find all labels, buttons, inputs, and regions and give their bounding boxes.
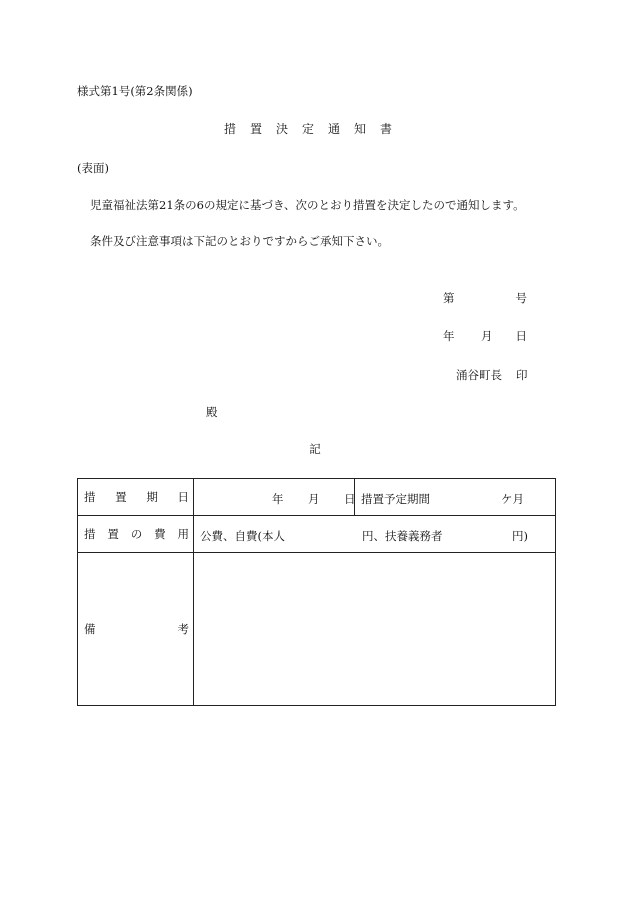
period-label-char: 日 <box>177 490 189 504</box>
details-table <box>77 478 556 706</box>
cost-text-guardian: 円、扶養義務者 <box>362 529 443 543</box>
seal-mark: 印 <box>516 368 528 382</box>
remarks-label <box>78 553 194 706</box>
period-label-char: 措 <box>84 490 96 504</box>
period-date-year: 年 <box>272 492 284 506</box>
planned-period-cell <box>355 479 556 516</box>
period-date-day: 日 <box>344 492 356 506</box>
body-paragraph-1: 児童福祉法第21条の6の規定に基づき、次のとおり措置を決定したので通知します。 <box>90 198 525 212</box>
side-label: (表面) <box>77 161 109 175</box>
note-heading: 記 <box>309 442 321 456</box>
remarks-label-char: 考 <box>177 622 189 636</box>
period-date-cell <box>194 479 355 516</box>
issuer-name: 涌谷町長 <box>456 368 502 382</box>
cost-label-char: の <box>130 527 143 541</box>
remarks-cell <box>194 553 556 706</box>
remarks-label-char: 備 <box>84 622 96 636</box>
cost-cell <box>194 516 556 553</box>
issue-date-day: 日 <box>515 329 527 343</box>
issue-date-month: 月 <box>481 329 493 343</box>
cost-label-char: 用 <box>177 527 189 541</box>
issue-date <box>443 331 527 343</box>
planned-period-unit: ケ月 <box>501 492 524 506</box>
cost-text-public-self: 公費、自費(本人 <box>200 529 285 543</box>
issuer <box>456 370 528 382</box>
cost-label-char: 費 <box>154 527 166 541</box>
period-label-char: 置 <box>115 490 127 504</box>
document-number <box>443 293 527 305</box>
cost-label-char: 措 <box>84 527 96 541</box>
table-row-period <box>78 479 556 516</box>
issue-date-year: 年 <box>443 329 455 343</box>
form-number: 様式第1号(第2条関係) <box>77 84 193 98</box>
cost-label-char: 置 <box>107 527 119 541</box>
period-date-month: 月 <box>308 492 320 506</box>
addressee-honorific: 殿 <box>206 405 218 419</box>
table-row-remarks <box>78 553 556 706</box>
table-row-cost <box>78 516 556 553</box>
period-label-char: 期 <box>146 490 158 504</box>
planned-period-label: 措置予定期間 <box>361 492 430 506</box>
document-title: 措置決定通知書 <box>223 122 406 136</box>
body-paragraph-2: 条件及び注意事項は下記のとおりですからご承知下さい。 <box>90 234 389 248</box>
cost-label <box>78 516 194 553</box>
period-label <box>78 479 194 516</box>
cost-text-yen: 円) <box>512 529 528 543</box>
document-number-prefix: 第 <box>443 291 455 305</box>
document-number-suffix: 号 <box>515 291 527 305</box>
